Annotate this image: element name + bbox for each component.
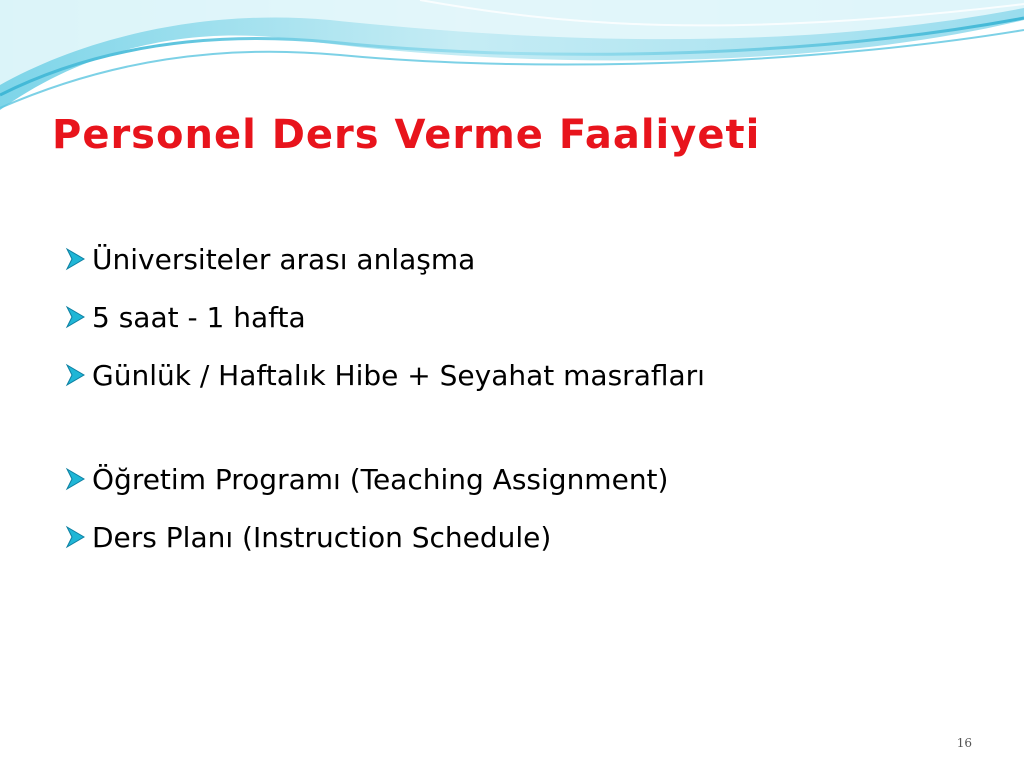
page-number: 16 <box>956 736 972 750</box>
bullet-text: Günlük / Haftalık Hibe + Seyahat masrafları <box>92 358 705 392</box>
bullet-text: Ders Planı (Instruction Schedule) <box>92 520 552 554</box>
bullet-list <box>62 230 705 566</box>
header-wave-decoration <box>0 0 1024 120</box>
arrowhead-bullet-icon <box>62 304 88 330</box>
arrowhead-bullet-icon <box>62 246 88 272</box>
bullet-text: 5 saat - 1 hafta <box>92 300 306 334</box>
arrowhead-bullet-icon <box>62 362 88 388</box>
bullet-item-lesson-plan <box>62 508 705 566</box>
arrowhead-bullet-icon <box>62 524 88 550</box>
bullet-text: Öğretim Programı (Teaching Assignment) <box>92 462 669 496</box>
bullet-item-grant <box>62 346 705 404</box>
bullet-text: Üniversiteler arası anlaşma <box>92 242 476 276</box>
arrowhead-bullet-icon <box>62 466 88 492</box>
bullet-item-duration <box>62 288 705 346</box>
bullet-item-agreement <box>62 230 705 288</box>
bullet-item-teaching-program <box>62 450 705 508</box>
slide-title: Personel Ders Verme Faaliyeti <box>52 112 761 158</box>
